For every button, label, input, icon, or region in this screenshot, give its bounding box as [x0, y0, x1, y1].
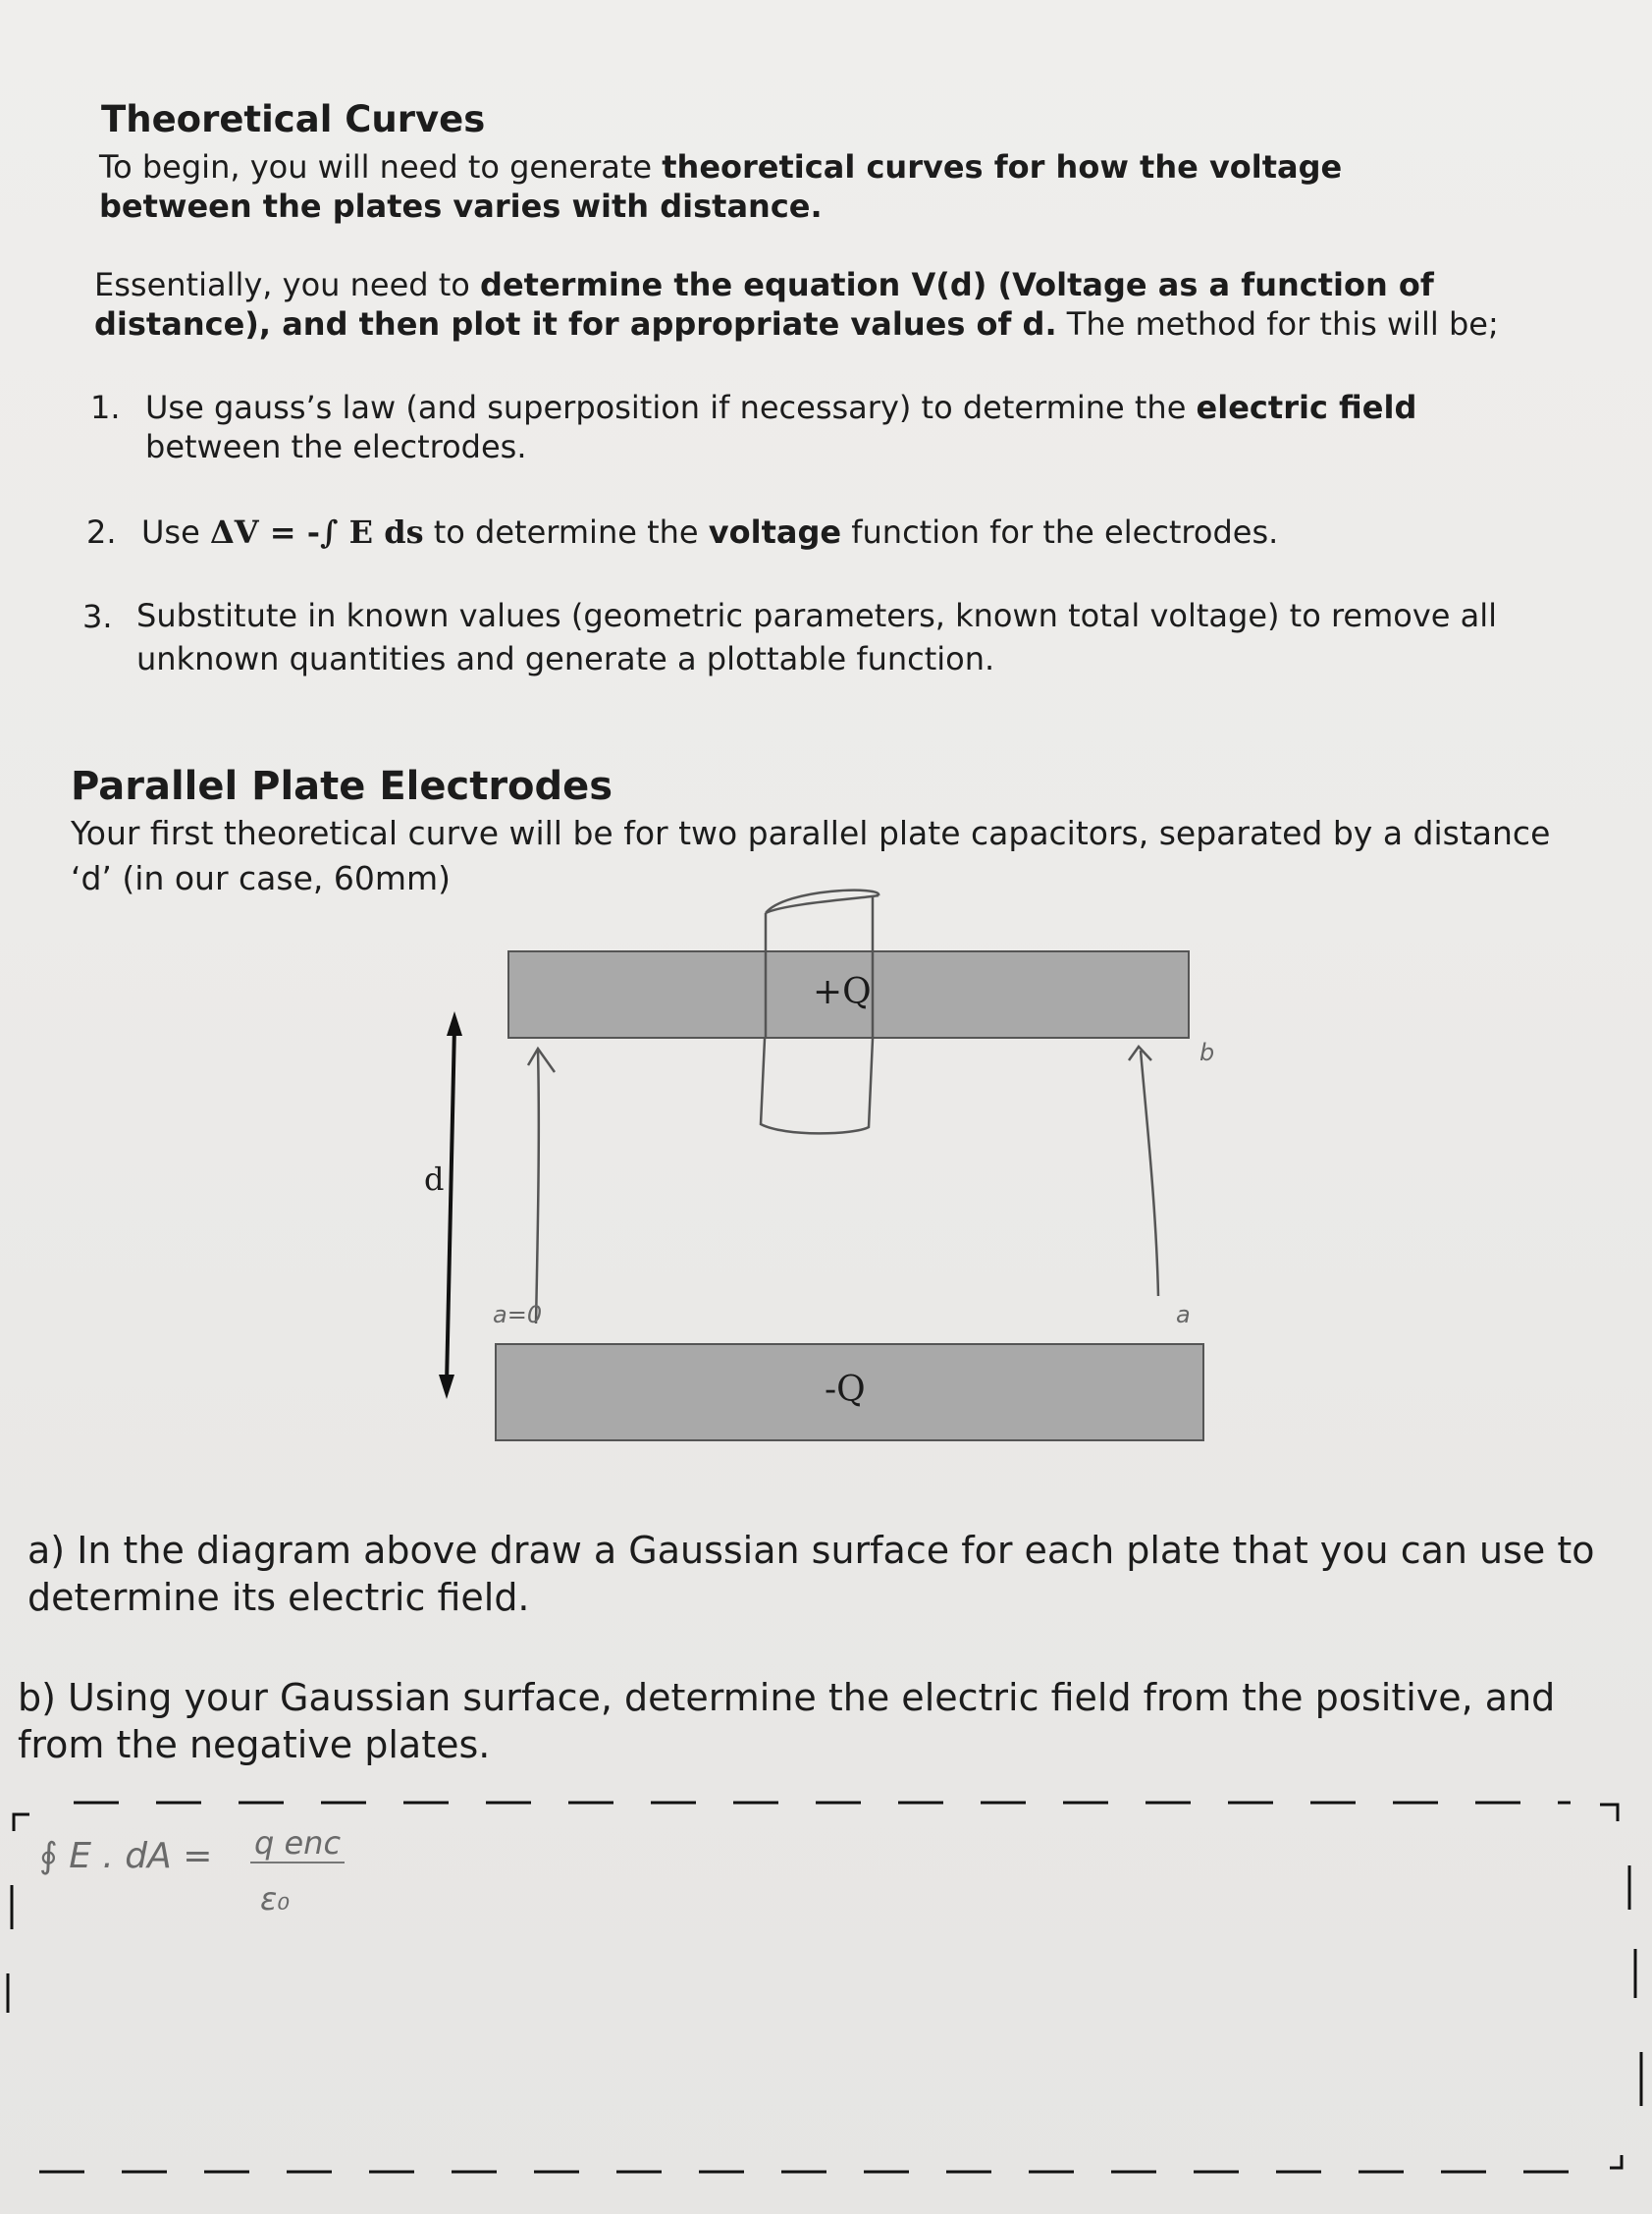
- step-number-2: 2.: [86, 513, 117, 551]
- step-number-3: 3.: [82, 598, 113, 635]
- step-3: Substitute in known values (geometric parameters, known total voltage) to remove all unknown quantities and generate a plottable function.: [136, 597, 1498, 677]
- section-title-parallel: Parallel Plate Electrodes: [71, 764, 613, 809]
- distance-label: d: [424, 1161, 445, 1198]
- d-arrow-shaft: [447, 1026, 454, 1384]
- field-arrows-drawing: [528, 1047, 1158, 1323]
- parallel-description: Your first theoretical curve will be for two parallel plate capacitors, separated by a distance ‘d’ (in our case, 60mm): [71, 814, 1551, 897]
- d-arrow-head-down: [439, 1375, 454, 1399]
- intro-paragraph: To begin, you will need to generate theoretical curves for how the voltage between the plates varies with distance.: [99, 148, 1343, 225]
- step-number-1: 1.: [90, 389, 121, 426]
- handwritten-a: a: [1176, 1301, 1191, 1328]
- handwritten-gauss-numerator: q enc: [250, 1824, 345, 1863]
- step-1: Use gauss’s law (and superposition if necessary) to determine the electric field between the electrodes.: [145, 389, 1417, 465]
- essential-paragraph: Essentially, you need to determine the equation V(d) (Voltage as a function of distance), and then plot it for appropriate values of d. The method for this will be;: [94, 266, 1499, 343]
- cylinder-lower-part: [761, 1039, 873, 1133]
- handwritten-b: b: [1199, 1039, 1215, 1066]
- handwritten-a-zero: a=0: [493, 1301, 543, 1328]
- section-title-theoretical: Theoretical Curves: [101, 98, 486, 140]
- d-arrow-head-up: [447, 1011, 462, 1036]
- negative-plate-label: -Q: [825, 1370, 866, 1410]
- delta-v-formula: ΔV = -∫ E ds: [209, 513, 424, 551]
- gaussian-cylinder-drawing: [761, 891, 879, 1134]
- question-b: b) Using your Gaussian surface, determine the electric field from the positive, and from the negative plates.: [18, 1676, 1556, 1766]
- handwritten-gauss-lhs: ∮ E . dA =: [39, 1836, 213, 1876]
- positive-plate-label: +Q: [813, 972, 872, 1012]
- handwritten-gauss-denominator: ε₀: [260, 1880, 291, 1917]
- question-a: a) In the diagram above draw a Gaussian surface for each plate that you can use to determine its electric field.: [27, 1529, 1595, 1619]
- step-2: Use ΔV = -∫ E ds to determine the voltage function for the electrodes.: [141, 513, 1279, 551]
